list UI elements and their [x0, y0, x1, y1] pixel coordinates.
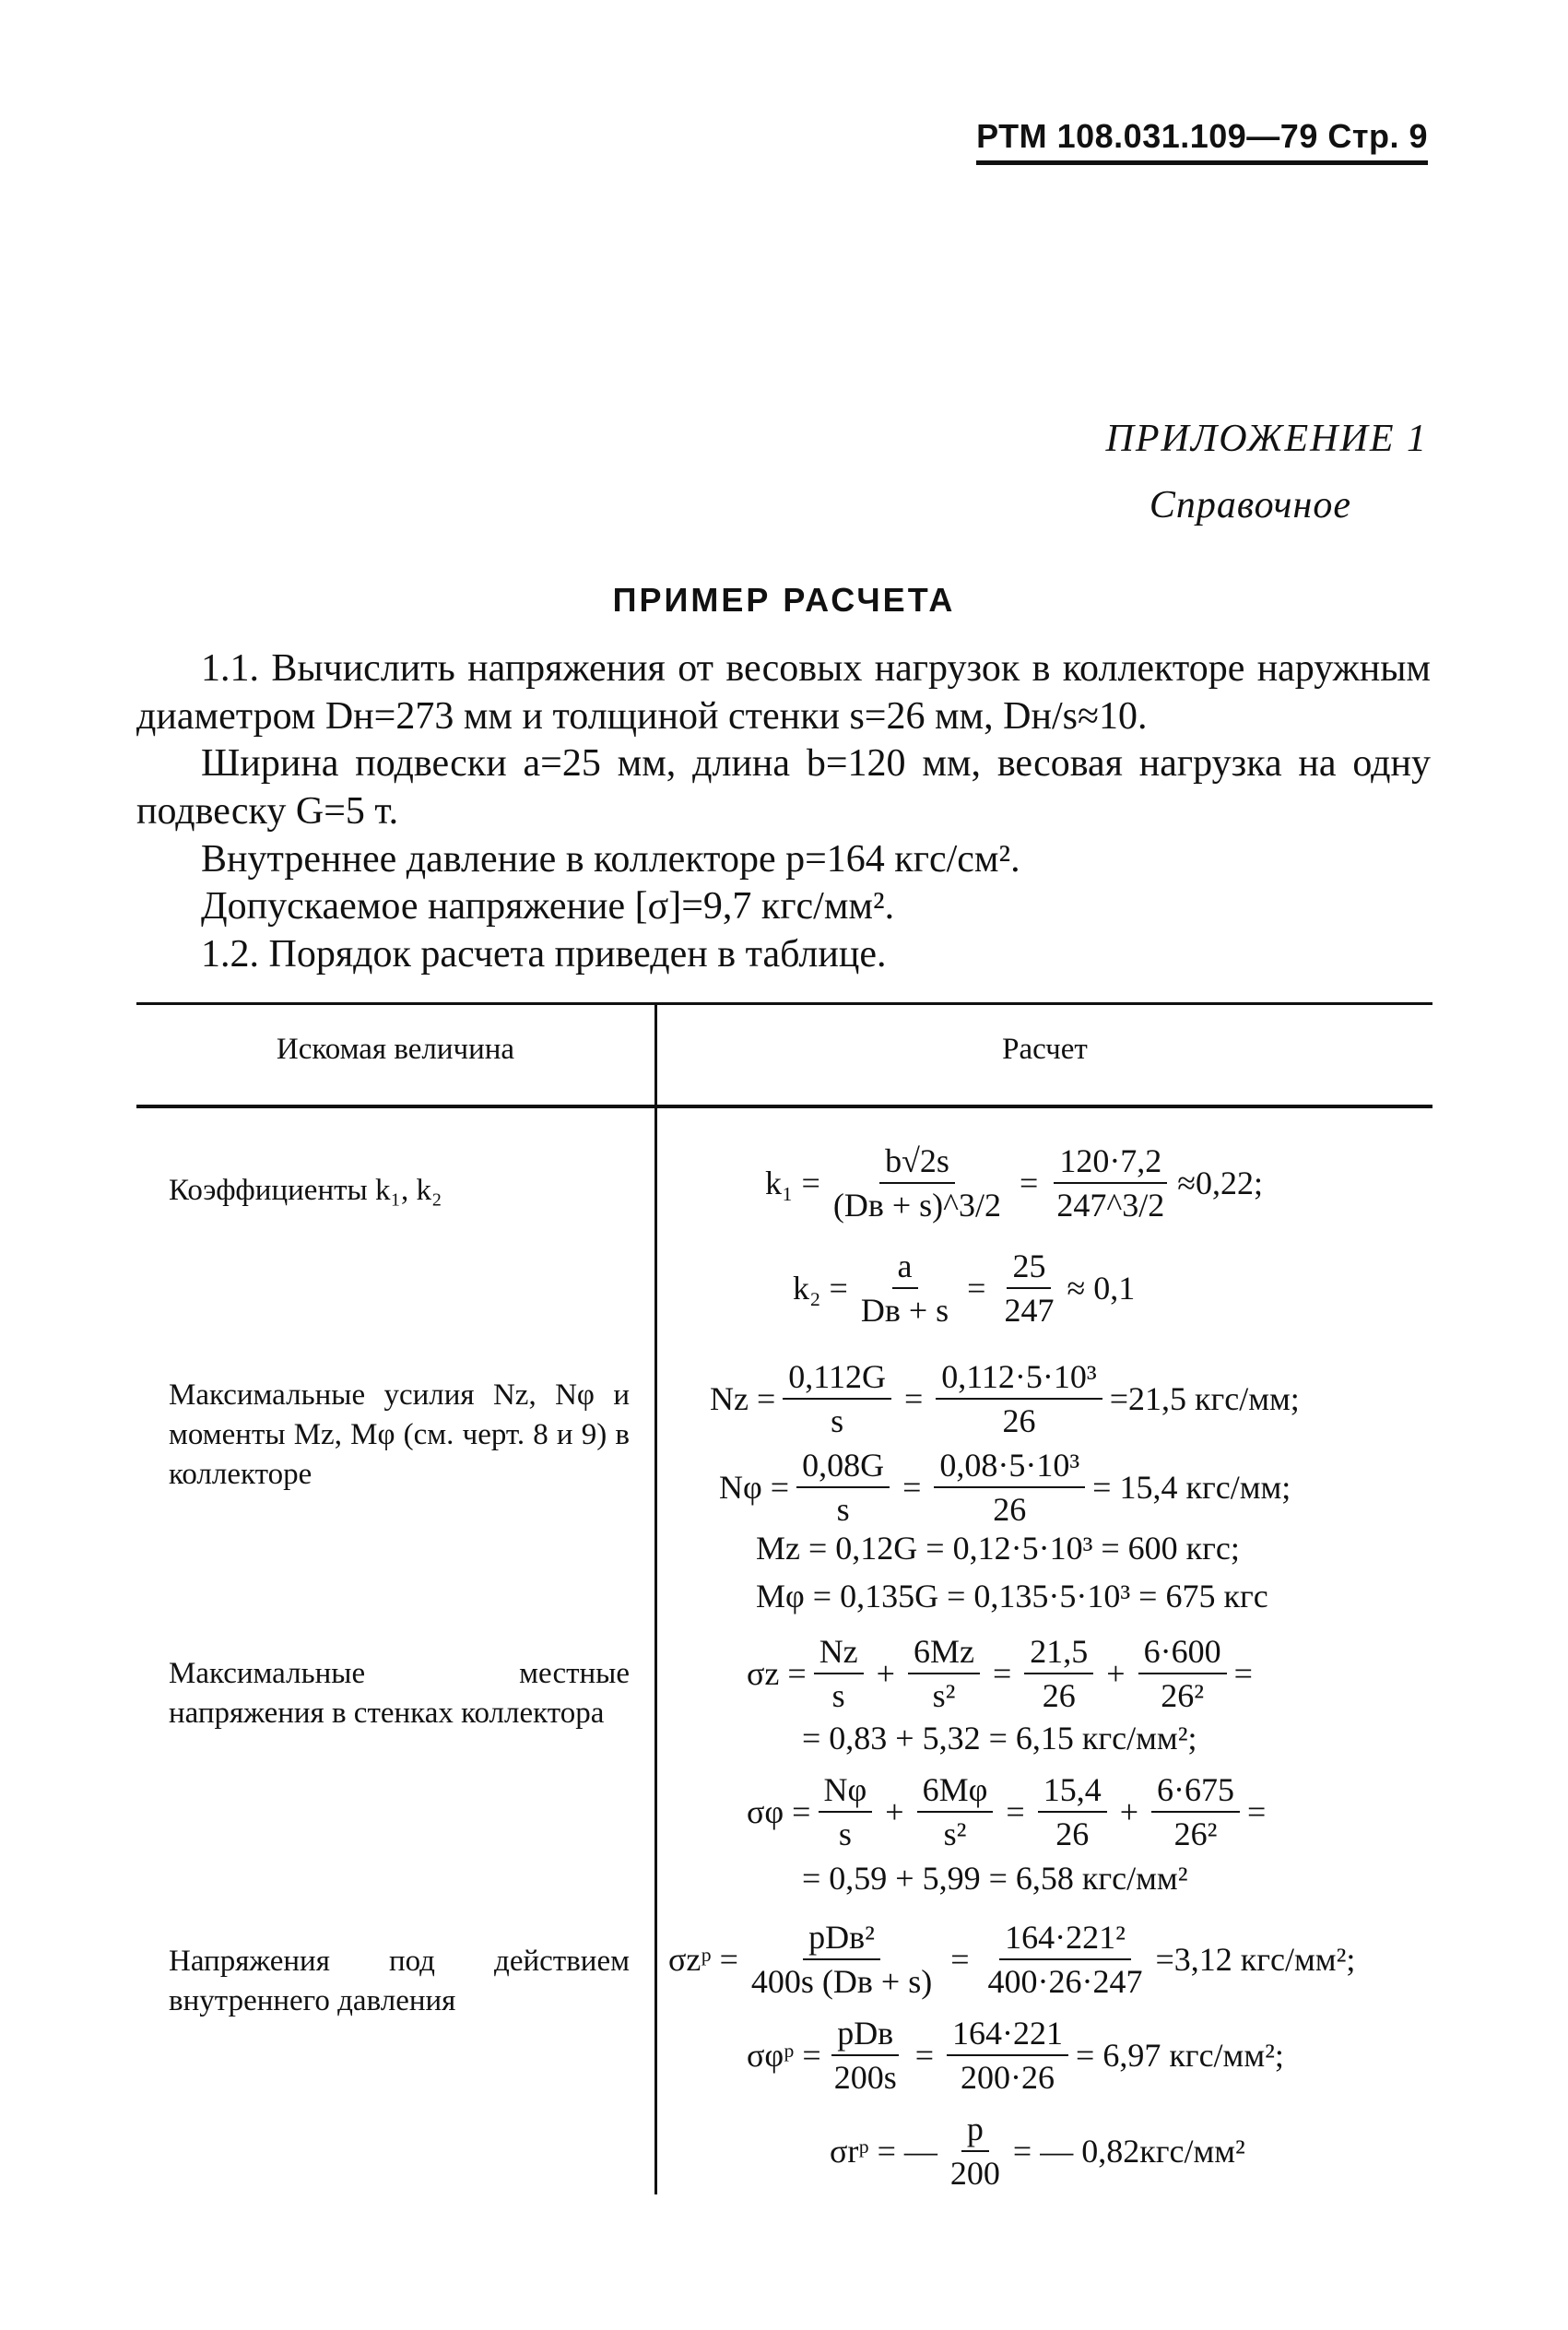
eq-op: =	[1006, 1793, 1025, 1830]
eq-num: pDв	[831, 2014, 899, 2056]
eq-lhs: Nφ =	[719, 1469, 790, 1506]
eq-den: 200·26	[961, 2059, 1055, 2096]
row-label-coefficients: Коэффициенты k₁, k₂	[169, 1174, 442, 1207]
eq-num: 6Mz	[908, 1632, 980, 1674]
eq-lhs: σφ =	[747, 1793, 811, 1830]
equation-k1	[765, 1141, 1263, 1224]
table-top-rule	[136, 1002, 1432, 1005]
row-label-pressure-stresses: Напряжения под действием внутреннего давления	[169, 1945, 630, 2017]
paragraph-1-2: 1.2. Порядок расчета приведен в таблице.	[201, 932, 887, 976]
equation-sigma-z-p	[668, 1918, 1355, 2001]
eq-num: 6Mφ	[917, 1770, 994, 1813]
eq-den: s	[831, 1402, 844, 1439]
paragraph-suspension: Ширина подвески a=25 мм, длина b=120 мм, весовая нагрузка на одну подвеску G=5 т.	[136, 742, 1431, 833]
eq-den: Dв + s	[860, 1292, 949, 1329]
eq-num: b√2s	[879, 1141, 955, 1184]
eq-den: 26	[993, 1491, 1027, 1528]
eq-den: 26²	[1173, 1816, 1218, 1852]
eq-num: 0,112G	[783, 1357, 891, 1400]
eq-lhs: σzᵖ =	[668, 1941, 738, 1978]
eq-lhs: k₂ =	[793, 1270, 848, 1307]
eq-rhs: =3,12 кгс/мм²;	[1155, 1941, 1356, 1978]
eq-den: 400·26·247	[987, 1963, 1143, 2000]
eq-op: +	[1106, 1655, 1126, 1692]
equation-Mphi: Mφ = 0,135G = 0,135·5·10³ = 675 кгс	[756, 1578, 1268, 1614]
eq-num: 164·221²	[999, 1918, 1131, 1960]
eq-num: a	[892, 1247, 918, 1289]
eq-den: s²	[943, 1816, 967, 1852]
appendix-label: ПРИЛОЖЕНИЕ 1	[1105, 418, 1428, 460]
eq-op: +	[1119, 1793, 1139, 1830]
eq-num: 0,112·5·10³	[936, 1357, 1102, 1400]
equation-sigma-r-p	[830, 2110, 1245, 2193]
eq-op: =	[967, 1270, 986, 1307]
eq-rhs: = — 0,82кгс/мм²	[1012, 2133, 1245, 2170]
eq-den: 200s	[833, 2059, 897, 2096]
eq-rhs: =	[1233, 1655, 1253, 1692]
table-column-divider	[654, 1005, 657, 2194]
eq-rhs: = 6,97 кгс/мм²;	[1076, 2037, 1284, 2074]
eq-op: =	[914, 2037, 935, 2074]
eq-den: s	[838, 1816, 852, 1852]
equation-Mz: Mz = 0,12G = 0,12·5·10³ = 600 кгс;	[756, 1530, 1240, 1567]
eq-op: =	[903, 1380, 924, 1417]
eq-num: 0,08·5·10³	[934, 1446, 1085, 1488]
eq-den: 247	[1004, 1292, 1055, 1329]
eq-den: 26	[1002, 1402, 1036, 1439]
eq-num: 25	[1007, 1247, 1051, 1289]
eq-op: =	[902, 1469, 922, 1506]
eq-lhs: σrᵖ = —	[830, 2133, 937, 2170]
paragraph-1-1: 1.1. Вычислить напряжения от весовых нагрузок в коллекторе наружным диаметром Dн=273 мм и толщиной стенки s=26 мм, Dн/s≈10.	[136, 647, 1431, 738]
eq-num: pDв²	[803, 1918, 880, 1960]
eq-den: s	[831, 1677, 845, 1714]
equation-sigma-z	[747, 1632, 1253, 1715]
eq-rhs: = 15,4 кгс/мм;	[1092, 1469, 1291, 1506]
eq-num: p	[961, 2110, 989, 2152]
eq-num: 164·221	[947, 2014, 1068, 2056]
section-title: ПРИМЕР РАСЧЕТА	[612, 581, 956, 619]
equation-k2	[793, 1247, 1135, 1330]
equation-sigma-phi-result: = 0,59 + 5,99 = 6,58 кгс/мм²	[802, 1860, 1188, 1897]
paragraph-allowable-stress: Допускаемое напряжение [σ]=9,7 кгс/мм².	[201, 885, 895, 928]
eq-den: s	[836, 1491, 850, 1528]
eq-rhs: ≈0,22;	[1177, 1165, 1264, 1201]
eq-den: 26	[1055, 1816, 1090, 1852]
eq-den: 200	[949, 2155, 1000, 2192]
equation-sigma-phi-p	[747, 2014, 1284, 2097]
eq-rhs: ≈ 0,1	[1067, 1270, 1136, 1307]
table-header-quantity: Искомая величина	[276, 1033, 515, 1066]
eq-den: 26²	[1161, 1677, 1204, 1714]
eq-num: Nφ	[819, 1770, 873, 1813]
eq-op: +	[885, 1793, 904, 1830]
eq-den: s²	[932, 1677, 956, 1714]
eq-den: 400s (Dв + s)	[750, 1963, 933, 2000]
row-label-local-stresses: Максимальные местные напряжения в стенках коллектора	[169, 1657, 630, 1730]
eq-op: =	[1020, 1165, 1039, 1201]
table-header-calculation: Расчет	[1002, 1033, 1088, 1066]
row-label-forces: Максимальные усилия Nz, Nφ и моменты Mz, Mφ (см. черт. 8 и 9) в коллекторе	[169, 1378, 630, 1491]
eq-lhs: σφᵖ =	[747, 2037, 821, 2074]
eq-num: 6·675	[1151, 1770, 1240, 1813]
eq-num: 6·600	[1138, 1632, 1227, 1674]
eq-den: 247^3/2	[1056, 1187, 1165, 1224]
eq-num: 21,5	[1024, 1632, 1093, 1674]
eq-op: =	[950, 1941, 970, 1978]
eq-den: 26	[1042, 1677, 1076, 1714]
eq-num: Nz	[814, 1632, 864, 1674]
eq-op: +	[876, 1655, 895, 1692]
eq-num: 0,08G	[796, 1446, 890, 1488]
equation-sigma-z-result: = 0,83 + 5,32 = 6,15 кгс/мм²;	[802, 1720, 1197, 1756]
eq-lhs: σz =	[747, 1655, 807, 1692]
paragraph-pressure: Внутреннее давление в коллекторе p=164 кгс/см².	[201, 837, 1020, 881]
body-text	[136, 645, 1431, 979]
eq-rhs: =21,5 кгс/мм;	[1109, 1380, 1300, 1417]
eq-lhs: k₁ =	[765, 1165, 820, 1201]
eq-num: 15,4	[1038, 1770, 1107, 1813]
eq-op: =	[992, 1655, 1012, 1692]
eq-rhs: =	[1247, 1793, 1267, 1830]
equation-Nz	[710, 1357, 1300, 1440]
eq-den: (Dв + s)^3/2	[832, 1187, 1002, 1224]
reference-label: Справочное	[1149, 484, 1351, 526]
eq-num: 120·7,2	[1054, 1141, 1167, 1184]
equation-Nphi	[719, 1446, 1291, 1529]
equation-sigma-phi	[747, 1770, 1266, 1853]
page-header: РТМ 108.031.109—79 Стр. 9	[976, 118, 1428, 165]
eq-lhs: Nz =	[710, 1380, 776, 1417]
table-header-rule	[136, 1105, 1432, 1108]
